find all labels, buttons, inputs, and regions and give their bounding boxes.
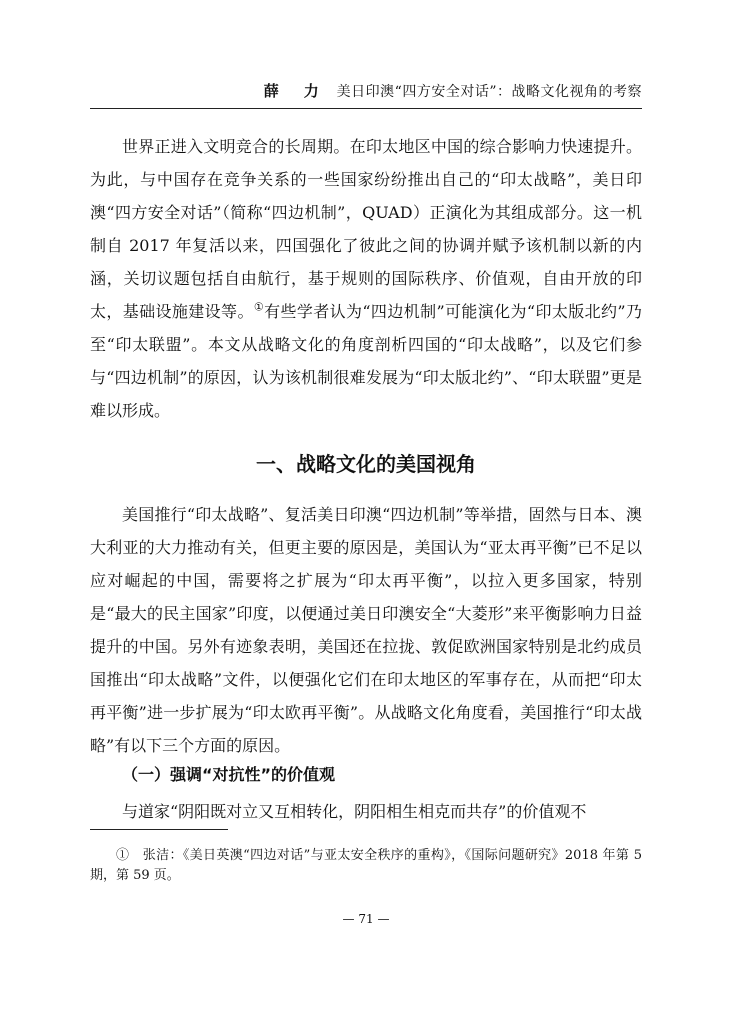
subsection-title: （一）强调“对抗性”的价值观 — [122, 765, 336, 784]
section-title: 一、战略文化的美国视角 — [256, 452, 476, 476]
body-paragraph-1 — [90, 130, 642, 427]
page-number: — 71 — — [342, 912, 390, 926]
footnote: ① 张洁：《美日英澳“四边对话”与亚太安全秩序的重构》，《国际问题研究》2018 年第 5 期，第 59 页。 — [90, 848, 642, 883]
body-paragraph-3: 与道家“阴阳既对立又互相转化，阴阳相生相克而共存”的价值观不 — [122, 802, 587, 821]
paragraph-1-text-after: 有些学者认为“四边机制”可能演化为“印太版北约”乃至“印太联盟”。本文从战略文化的角度剖析四国的“印太战略”，以及它们参与“四边机制”的原因，认为该机制很难发展为“印太版北约”、“印太联盟”更是难以形成。 — [90, 302, 642, 420]
footnote-separator — [90, 829, 228, 830]
footnote-reference-mark[interactable]: ① — [253, 300, 265, 314]
header-article-title: 美日印澳“四方安全对话”：战略文化视角的考察 — [336, 84, 642, 100]
header-author: 薛 力 — [263, 82, 324, 100]
running-header — [90, 80, 642, 101]
header-rule — [90, 108, 642, 109]
body-paragraph-2: 美国推行“印太战略”、复活美日印澳“四边机制”等举措，固然与日本、澳大利亚的大力推动有关，但更主要的原因是，美国认为“亚太再平衡”已不足以应对崛起的中国，需要将之扩展为“印太再平衡”，以拉入更多国家，特别是“最大的民主国家”印度，以便通过美日印澳安全“大菱形”来平衡影响力日益提升的中国。另外有迹象表明，美国还在拉拢、敦促欧洲国家特别是北约成员国推出“印太战略”文件，以便强化它们在印太地区的军事存在，从而把“印太再平衡”进一步扩展为“印太欧再平衡”。从战略文化角度看，美国推行“印太战略”有以下三个方面的原因。 — [90, 505, 642, 755]
paragraph-1-text-before: 世界正进入文明竞合的长周期。在印太地区中国的综合影响力快速提升。为此，与中国存在竞争关系的一些国家纷纷推出自己的“印太战略”，美日印澳“四方安全对话”（简称“四边机制”，QUAD）正演化为其组成部分。这一机制自 2017 年复活以来，四国强化了彼此之间的协调并赋予该机制以新的内涵，关切议题包括自由航行，基于规则的国际秩序、价值观，自由开放的印太，基础设施建设等。 — [90, 137, 642, 321]
